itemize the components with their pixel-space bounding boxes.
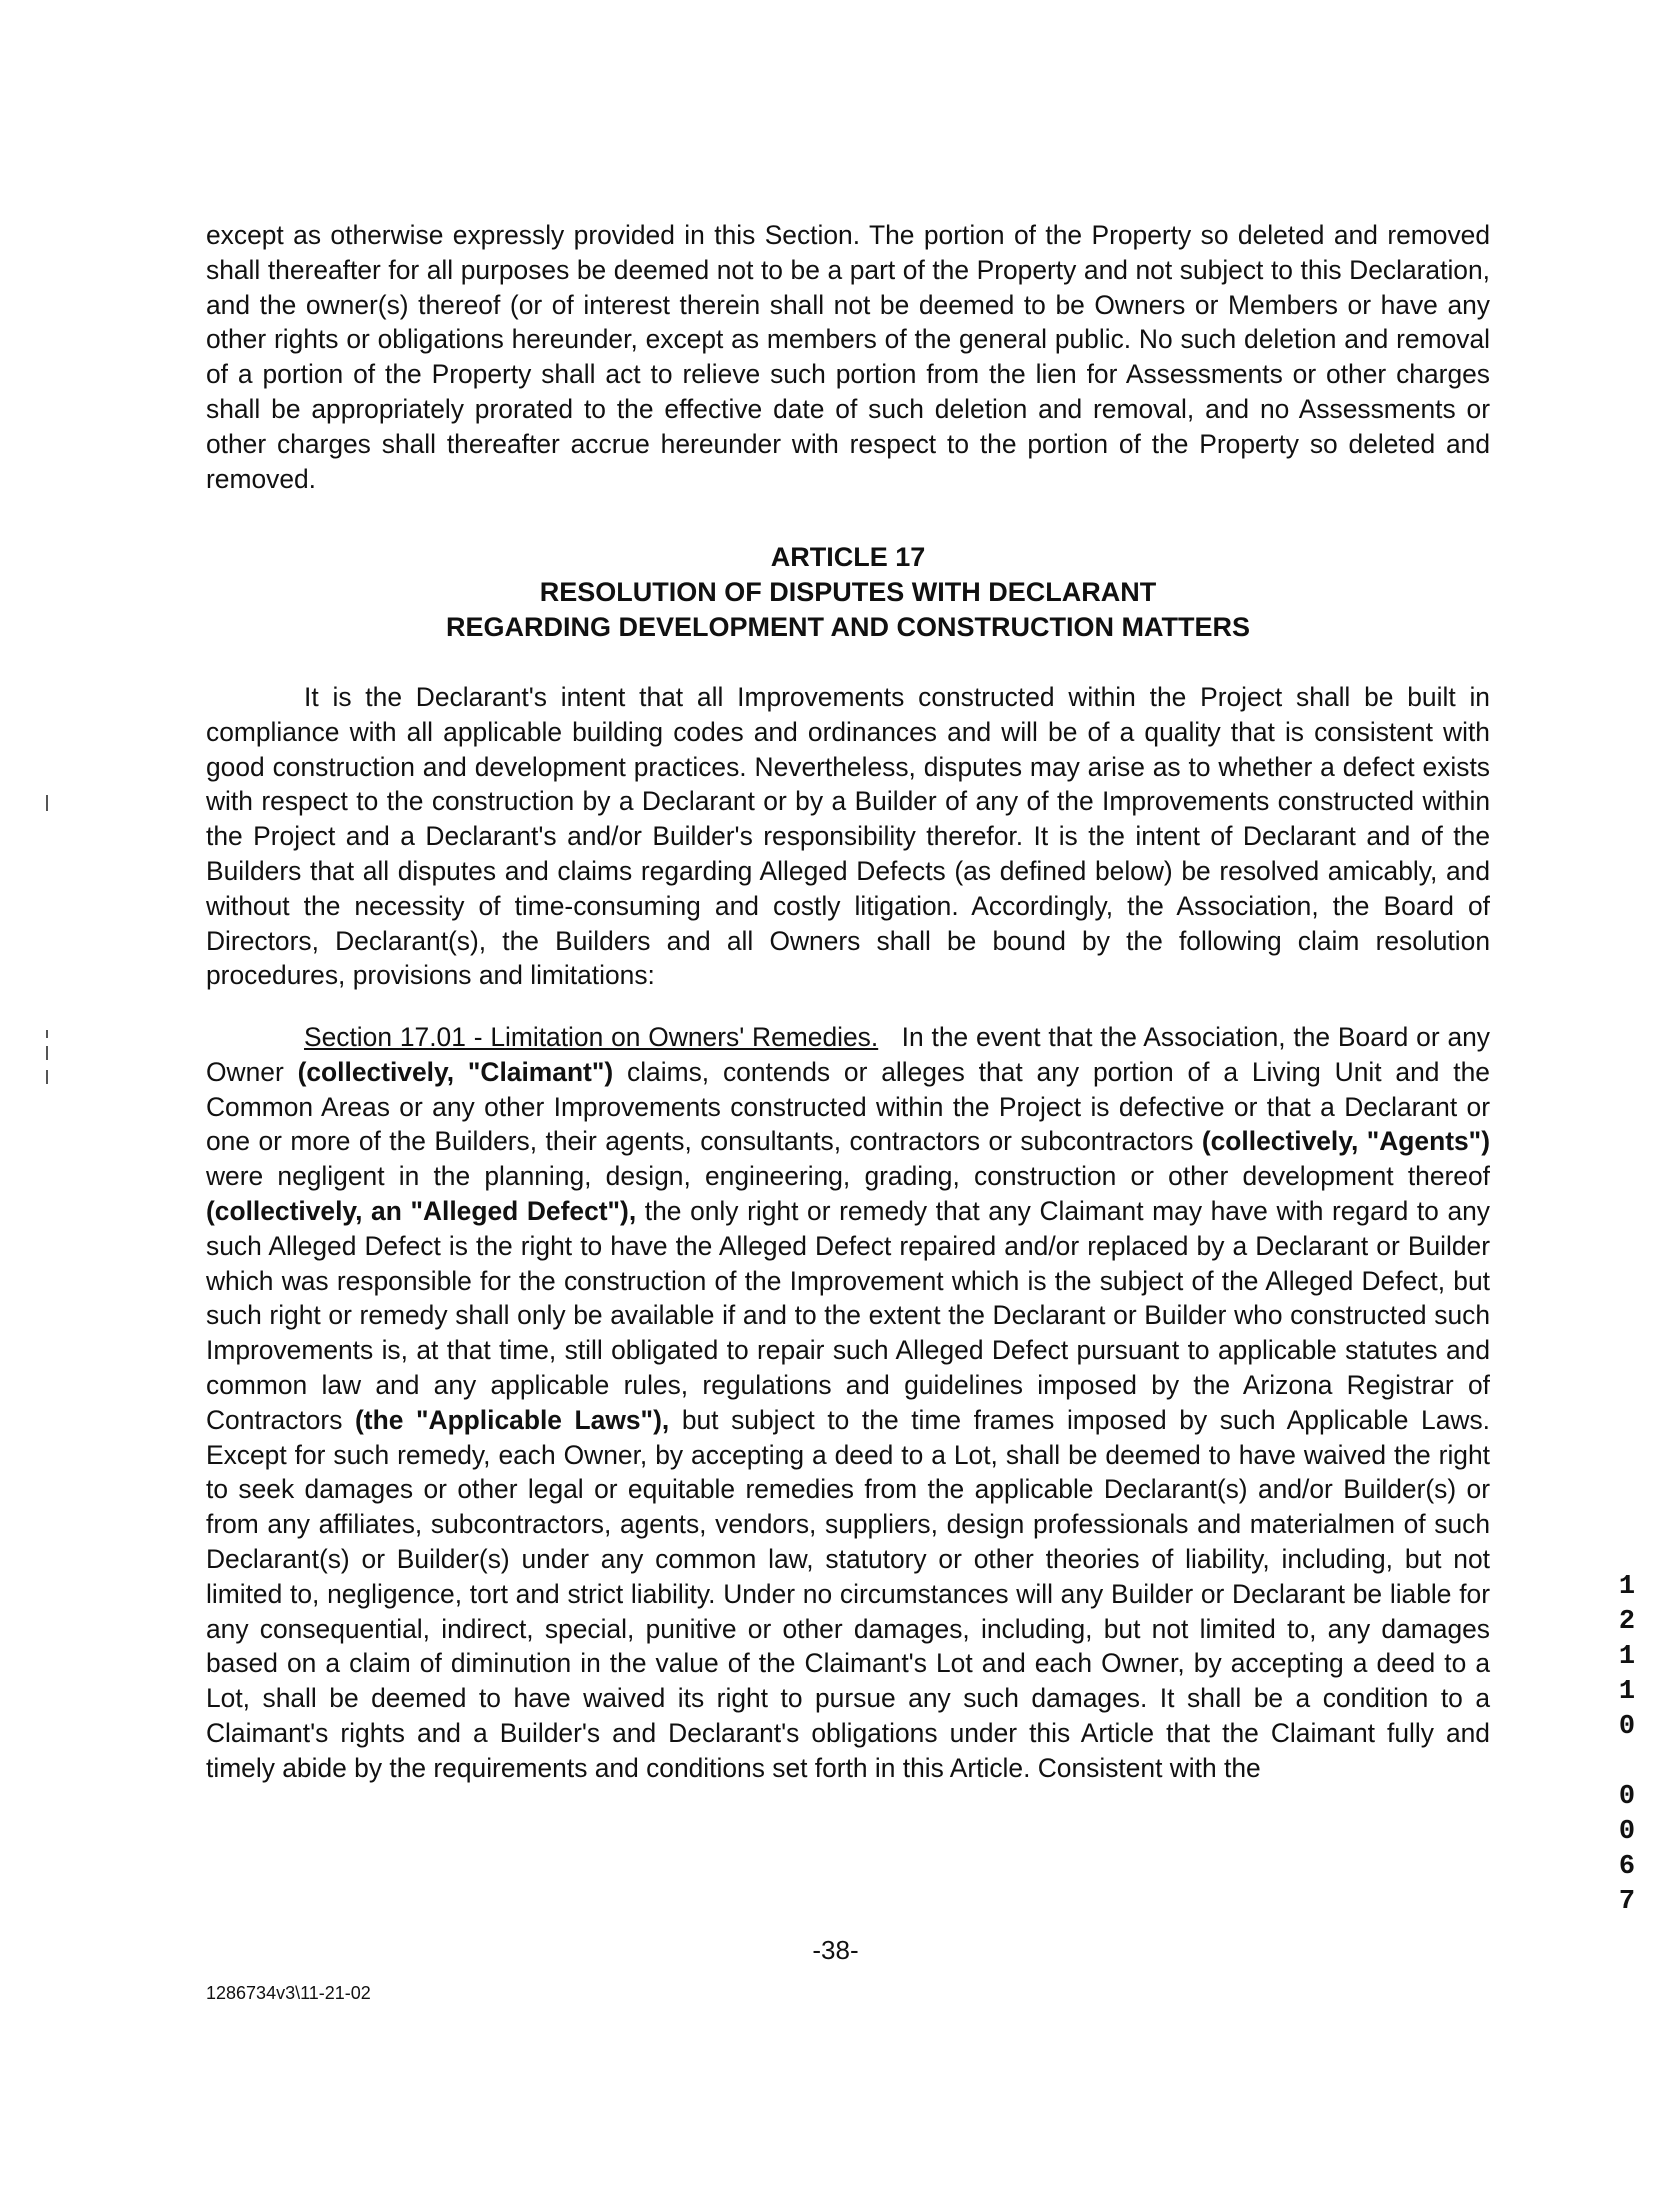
stamp-gap [1612, 1745, 1642, 1780]
defined-term-alleged-defect: (collectively, an "Alleged Defect"), [206, 1195, 637, 1226]
stamp-digit: 1 [1618, 1677, 1636, 1707]
defined-term-agents: (collectively, "Agents") [1201, 1126, 1490, 1157]
stamp-digit: 0 [1618, 1817, 1636, 1847]
section-heading: Section 17.01 - Limitation on Owners' Remedies. [304, 1022, 879, 1052]
stamp-digit: 0 [1618, 1712, 1636, 1742]
article-number: ARTICLE 17 [770, 542, 926, 572]
defined-term-claimant: (collectively, "Claimant") [297, 1056, 614, 1087]
section-text-4: the only right or remedy that any Claimant may have with regard to any such Alleged Defect is the right to have the Alleged Defect repaired and/or replaced by a Declarant or Builder which was responsible for the construction of the Improvement which is the subject of the Alleged Defect, but such right or remedy shall only be available if and to the extent the Declarant or Builder who constructed such Improvements is, at that time, still obligated to repair such Alleged Defect pursuant to applicable statutes and common law and any applicable rules, regulations and guidelines imposed by the Arizona Registrar of Contractors [206, 1195, 1491, 1435]
section-17-01-paragraph [206, 1020, 1490, 1786]
article-title-line2: REGARDING DEVELOPMENT AND CONSTRUCTION MATTERS [445, 612, 1250, 642]
defined-term-applicable-laws: (the "Applicable Laws"), [355, 1404, 670, 1435]
section-text-3: were negligent in the planning, design, engineering, grading, construction or other development thereof [206, 1161, 1490, 1192]
section-text-1: In the event that the Association, the Board or any Owner [206, 1022, 1490, 1087]
intro-paragraph: It is the Declarant's intent that all Improvements constructed within the Project shall be built in compliance with all applicable building codes and ordinances and will be of a quality that is consistent with good construction and development practices. Nevertheless, disputes may arise as to whether a defect exists with respect to the construction by a Declarant or by a Builder of any of the Improvements constructed within the Project and a Declarant's and/or Builder's responsibility therefor. It is the intent of Declarant and of the Builders that all disputes and claims regarding Alleged Defects (as defined below) be resolved amicably, and without the necessity of time-consuming and costly litigation. Accordingly, the Association, the Board of Directors, Declarant(s), the Builders and all Owners shall be bound by the following claim resolution procedures, provisions and limitations: [206, 682, 1490, 991]
margin-mark [46, 1030, 48, 1038]
article-heading [206, 540, 1490, 645]
stamp-digit: 1 [1618, 1572, 1636, 1602]
margin-mark [46, 1046, 48, 1060]
margin-mark [46, 795, 48, 811]
stamp-digit: 1 [1618, 1642, 1636, 1672]
stamp-digit: 0 [1618, 1782, 1636, 1812]
recording-number-stamp [1612, 1570, 1642, 1920]
stamp-digit: 2 [1618, 1607, 1636, 1637]
continuation-paragraph: except as otherwise expressly provided in this Section. The portion of the Property so deleted and removed shall thereafter for all purposes be deemed not to be a part of the Property and not subject to this Declaration, and the owner(s) thereof (or of interest therein shall not be deemed to be Owners or Members or have any other rights or obligations hereunder, except as members of the general public. No such deletion and removal of a portion of the Property shall act to relieve such portion from the lien for Assessments or other charges shall be appropriately prorated to the effective date of such deletion and removal, and no Assessments or other charges shall thereafter accrue hereunder with respect to the portion of the Property so deleted and removed. [206, 220, 1490, 494]
margin-mark [46, 1070, 48, 1084]
page-number: -38- [812, 1935, 859, 1965]
section-text-5: but subject to the time frames imposed by such Applicable Laws. Except for such remedy, each Owner, by accepting a deed to a Lot, shall be deemed to have waived the right to seek damages or other legal or equitable remedies from the applicable Declarant(s) and/or Builder(s) or from any affiliates, subcontractors, agents, vendors, suppliers, design professionals and materialmen of such Declarant(s) or Builder(s) under any common law, statutory or other theories of liability, including, but not limited to, negligence, tort and strict liability. Under no circumstances will any Builder or Declarant be liable for any consequential, indirect, special, punitive or other damages, including, but not limited to, any damages based on a claim of diminution in the value of the Claimant's Lot and each Owner, by accepting a deed to a Lot, shall be deemed to have waived its right to pursue any such damages. It shall be a condition to a Claimant's rights and a Builder's and Declarant's obligations under this Article that the Claimant fully and timely abide by the requirements and conditions set forth in this Article. Consistent with the [206, 1404, 1490, 1783]
document-id: 1286734v3\11-21-02 [206, 1983, 371, 2003]
article-title-line1: RESOLUTION OF DISPUTES WITH DECLARANT [539, 577, 1157, 607]
stamp-digit: 6 [1618, 1852, 1636, 1882]
section-text-2: claims, contends or alleges that any portion of a Living Unit and the Common Areas or any other Improvements constructed within the Project is defective or that a Declarant or one or more of the Builders, their agents, consultants, contractors or subcontractors [206, 1056, 1490, 1157]
stamp-digit: 7 [1618, 1887, 1636, 1917]
